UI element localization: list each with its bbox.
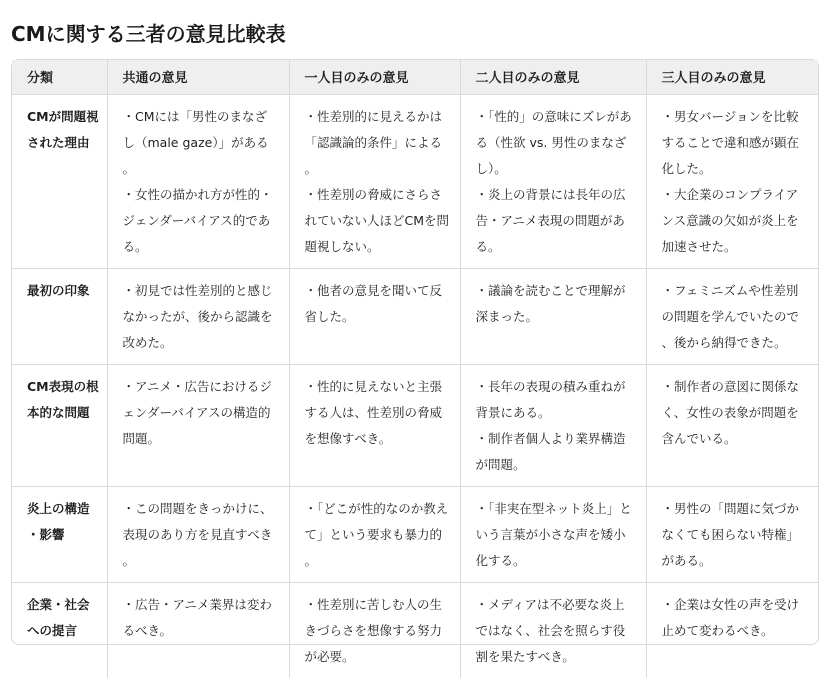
cell-line: ・「非実在型ネット炎上」という言葉が小さな声を矮小化する。 bbox=[475, 500, 632, 568]
cell-third-person bbox=[646, 582, 818, 678]
cell-second-person bbox=[460, 486, 646, 582]
header-row bbox=[12, 60, 818, 94]
cell-second-person bbox=[460, 582, 646, 678]
header-second-person-opinion: 二人目のみの意見 bbox=[460, 60, 646, 94]
row-category: CMが問題視された理由 bbox=[12, 94, 107, 268]
cell-line: ・初見では性差別的と感じなかったが、後から認識を改めた。 bbox=[122, 282, 273, 350]
cell-common bbox=[107, 486, 289, 582]
header-category: 分類 bbox=[12, 60, 107, 94]
cell-line: ・炎上の背景には長年の広告・アニメ表現の問題がある。 bbox=[475, 186, 626, 254]
cell-third-person bbox=[646, 364, 818, 486]
cell-line: ・大企業のコンプライアンス意識の欠如が炎上を加速させた。 bbox=[661, 186, 799, 254]
cell-line: ・性差別の脅威にさらされていない人ほどCMを問題視しない。 bbox=[304, 186, 450, 254]
cell-line: ・企業は女性の声を受け止めて変わるべき。 bbox=[661, 596, 800, 638]
cell-line: ・制作者の意図に関係なく、女性の表象が問題を含んでいる。 bbox=[661, 378, 800, 446]
cell-line: ・性的に見えないと主張する人は、性差別の脅威を想像すべき。 bbox=[304, 378, 443, 446]
cell-first-person bbox=[289, 364, 460, 486]
cell-common bbox=[107, 268, 289, 364]
cell-line: ・男女バージョンを比較することで違和感が顕在化した。 bbox=[661, 108, 800, 176]
table-row bbox=[12, 364, 818, 486]
header-first-person-opinion: 一人目のみの意見 bbox=[289, 60, 460, 94]
cell-first-person bbox=[289, 268, 460, 364]
cell-second-person bbox=[460, 268, 646, 364]
cell-first-person bbox=[289, 582, 460, 678]
cell-common bbox=[107, 364, 289, 486]
cell-line: ・長年の表現の積み重ねが背景にある。 bbox=[475, 378, 626, 420]
comparison-table-container bbox=[11, 59, 819, 664]
cell-third-person bbox=[646, 94, 818, 268]
row-category: 最初の印象 bbox=[12, 268, 107, 364]
cell-line: ・アニメ・広告におけるジェンダーバイアスの構造的問題。 bbox=[122, 378, 272, 446]
cell-line: ・制作者個人より業界構造が問題。 bbox=[475, 430, 626, 472]
cell-common bbox=[107, 582, 289, 678]
cell-first-person bbox=[289, 94, 460, 268]
cell-line: ・女性の描かれ方が性的・ジェンダーバイアス的である。 bbox=[122, 186, 273, 254]
page-title: CMに関する三者の意見比較表 bbox=[11, 22, 286, 46]
cell-third-person bbox=[646, 268, 818, 364]
header-common-opinion: 共通の意見 bbox=[107, 60, 289, 94]
cell-line: ・CMには「男性のまなざし（male gaze）」がある。 bbox=[122, 108, 269, 176]
cell-line: ・「性的」の意味にズレがある（性欲 vs. 男性のまなざし）。 bbox=[475, 108, 632, 176]
header-third-person-opinion: 三人目のみの意見 bbox=[646, 60, 818, 94]
cell-common bbox=[107, 94, 289, 268]
cell-second-person bbox=[460, 94, 646, 268]
row-category: CM表現の根本的な問題 bbox=[12, 364, 107, 486]
cell-line: ・「どこが性的なのか教えて」という要求も暴力的。 bbox=[304, 500, 449, 568]
cell-line: ・フェミニズムや性差別の問題を学んでいたので、後から納得できた。 bbox=[661, 282, 800, 350]
cell-line: ・性差別的に見えるかは「認識論的条件」による。 bbox=[304, 108, 443, 176]
row-category: 炎上の構造・影響 bbox=[12, 486, 107, 582]
table-row bbox=[12, 94, 818, 268]
cell-line: ・他者の意見を聞いて反省した。 bbox=[304, 282, 443, 324]
cell-line: ・広告・アニメ業界は変わるべき。 bbox=[122, 596, 272, 638]
table-row bbox=[12, 268, 818, 364]
cell-third-person bbox=[646, 486, 818, 582]
cell-line: ・議論を読むことで理解が深まった。 bbox=[475, 282, 626, 324]
row-category: 企業・社会への提言 bbox=[27, 596, 90, 638]
table-body bbox=[12, 94, 818, 678]
cell-line: ・この問題をきっかけに、表現のあり方を見直すべき。 bbox=[122, 500, 273, 568]
cell-line: ・男性の「問題に気づかなくても困らない特権」がある。 bbox=[661, 500, 800, 568]
comparison-table bbox=[12, 60, 818, 678]
cell-second-person bbox=[460, 364, 646, 486]
cell-line: ・性差別に苦しむ人の生きづらさを想像する努力が必要。 bbox=[304, 596, 443, 664]
cell-first-person bbox=[289, 486, 460, 582]
cell-line: ・メディアは不必要な炎上ではなく、社会を照らす役割を果たすべき。 bbox=[475, 596, 626, 664]
table-row bbox=[12, 486, 818, 582]
table-header bbox=[12, 60, 818, 94]
table-row bbox=[12, 582, 818, 678]
